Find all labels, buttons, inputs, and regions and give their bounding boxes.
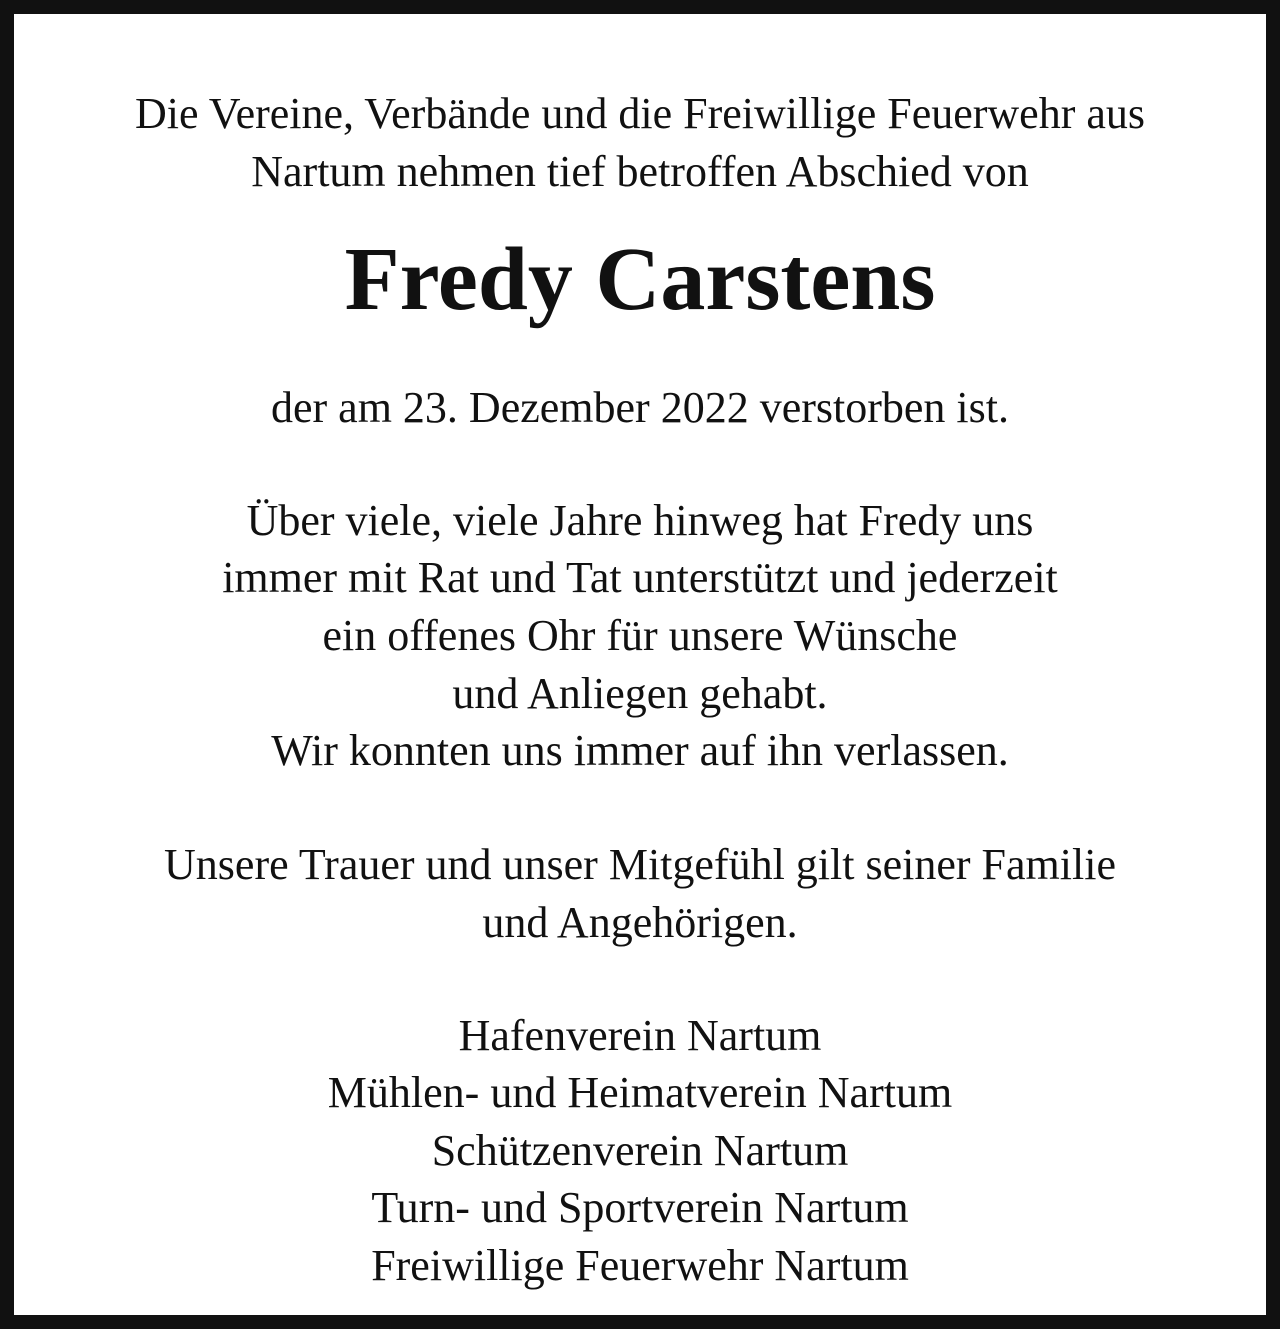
intro-line-1: Die Vereine, Verbände und die Freiwillige Feuerwehr aus <box>134 89 1146 138</box>
signatory-hafenverein: Hafenverein Nartum <box>458 1011 822 1060</box>
condolence-line-1: Unsere Trauer und unser Mitgefühl gilt seiner Familie <box>164 840 1116 889</box>
tribute-line-4: und Anliegen gehabt. <box>452 669 828 718</box>
deceased-name: Fredy Carstens <box>344 230 936 329</box>
tribute-line-3: ein offenes Ohr für unsere Wünsche <box>322 611 958 660</box>
signatory-muehlen-heimatverein: Mühlen- und Heimatverein Nartum <box>327 1068 953 1117</box>
notice-content <box>28 14 1252 1315</box>
signatory-turn-sportverein: Turn- und Sportverein Nartum <box>371 1183 909 1232</box>
tribute-line-1: Über viele, viele Jahre hinweg hat Fredy uns <box>246 496 1034 545</box>
death-date-line: der am 23. Dezember 2022 verstorben ist. <box>271 383 1009 432</box>
signatory-feuerwehr: Freiwillige Feuerwehr Nartum <box>371 1241 909 1290</box>
intro-line-2: Nartum nehmen tief betroffen Abschied von <box>251 147 1029 196</box>
tribute-line-2: immer mit Rat und Tat unterstützt und jederzeit <box>222 553 1058 602</box>
signatory-schuetzenverein: Schützenverein Nartum <box>431 1126 849 1175</box>
condolence-line-2: und Angehörigen. <box>482 898 798 947</box>
tribute-line-5: Wir konnten uns immer auf ihn verlassen. <box>271 726 1009 775</box>
